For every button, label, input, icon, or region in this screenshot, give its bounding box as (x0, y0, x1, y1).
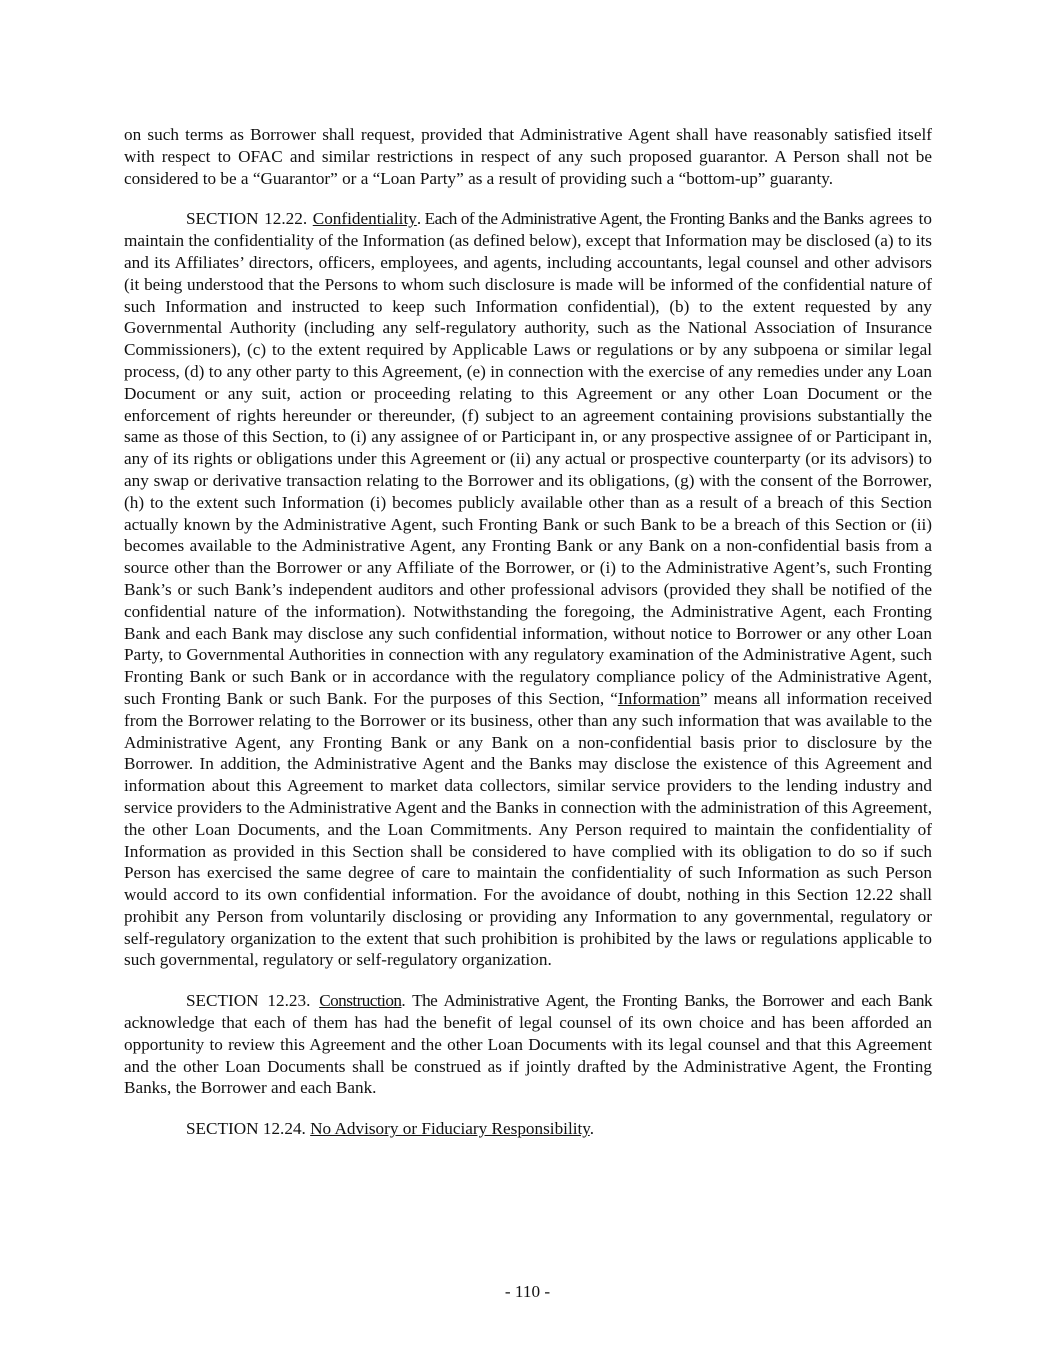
paragraph-guaranty-continuation: on such terms as Borrower shall request, provided that Administrative Agent shall have reasonably satisfied itself with respect to OFAC and similar restrictions in respect of any such proposed guarantor. A Person shall not be considered to be a “Guarantor” or a “Loan Party” as a result of providing such a “bottom-up” guaranty. (124, 125, 932, 188)
section-12-23-title: Construction (319, 991, 402, 1011)
section-12-22-text-a: agrees to maintain the confidentiality of the Information (as defined below), except that Information may be disclosed (a) to its and its Affiliates’ directors, officers, employees, and agents, including accountants, legal counsel and other advisors (it being understood that the Persons to whom such disclosure is made will be informed of the confidential nature of such Information and instructed to keep such Information confidential), (b) to the extent requested by any Governmental Authority (including any self-regulatory authority, such as the National Association of Insurance Commissioners), (c) to the extent required by Applicable Laws or regulations or by any subpoena or similar legal process, (d) to any other party to this Agreement, (e) in connection with the exercise of any remedies under any Loan Document or any suit, action or proceeding relating to this Agreement or any other Loan Document or the enforcement of rights hereunder or thereunder, (f) subject to an agreement containing provisions substantially the same as those of this Section, to (i) any assignee of or Participant in, or any prospective assignee of or Participant in, any of its rights or obligations under this Agreement or (ii) any actual or prospective counterparty (or its advisors) to any swap or derivative transaction relating to the Borrower and its obligations, (g) with the consent of the Borrower, (h) to the extent such Information (i) becomes publicly available other than as a result of a breach of this Section actually known by the Administrative Agent, such Fronting Bank or such Bank to be a breach of this Section or (ii) becomes available to the Administrative Agent, any Fronting Bank or any Bank on a non-confidential basis from a source other than the Borrower or any Affiliate of the Borrower, or (i) to the Administrative Agent’s, such Fronting Bank’s or such Bank’s independent auditors and other professional advisors (provided they shall be notified of the confidential nature of the information). Notwithstanding the foregoing, the Administrative Agent, each Fronting Bank and each Bank may disclose any such confidential information, without notice to Borrower or any other Loan Party, to Governmental Authorities in connection with any regulatory examination of the Administrative Agent, such Fronting Bank or such Bank or in accordance with the regulatory compliance policy of the Administrative Agent, such Fronting Bank or such Bank. For the purposes of this Section, “ (124, 209, 932, 708)
section-12-22-title: Confidentiality (312, 209, 417, 229)
section-12-23-construction (124, 990, 932, 1099)
page-number: - 110 - (504, 1282, 551, 1301)
section-12-22-lead: . Each of the Administrative Agent, the Fronting Banks and the Banks (416, 209, 864, 229)
section-12-23-text: acknowledge that each of them has had the benefit of legal counsel of its own choice and has been afforded an opportunity to review this Agreement and the other Loan Documents with its legal counsel and that this Agreement and the other Loan Documents shall be construed as if jointly drafted by the Administrative Agent, the Fronting Banks, the Borrower and each Bank. (124, 1013, 932, 1098)
document-page (124, 124, 932, 1140)
defined-term-information: Information (617, 688, 700, 708)
section-12-22-text-b: ” means all information received from the Borrower relating to the Borrower or its business, other than any such information that was available to the Administrative Agent, any Fronting Bank or any Bank on a non-confidential basis prior to disclosure by the Borrower. In addition, the Administrative Agent and the Banks may disclose the existence of this Agreement and information about this Agreement to market data collectors, similar service providers to the lending industry and service providers to the Administrative Agent and the Banks in connection with the administration of this Agreement, the other Loan Documents, and the Loan Commitments. Any Person required to maintain the confidentiality of Information as provided in this Section shall be considered to have complied with its obligation to do so if such Person has exercised the same degree of care to maintain the confidentiality of such Information as such Person would accord to its own confidential information. For the avoidance of doubt, nothing in this Section 12.22 shall prohibit any Person from voluntarily disclosing or providing any Information to any governmental, regulatory or self-regulatory organization to the extent that such prohibition is prohibited by the laws or regulations applicable to such governmental, regulatory or self-regulatory organization. (124, 688, 932, 970)
section-12-22-heading: SECTION 12.22. (186, 209, 313, 229)
section-12-24-heading: SECTION 12.24. (186, 1119, 311, 1139)
section-12-24-title: No Advisory or Fiduciary Responsibility (310, 1119, 590, 1139)
section-12-24-advisory (124, 1118, 932, 1140)
section-12-23-lead: . The Administrative Agent, the Fronting Banks, the Borrower and each Bank (401, 991, 932, 1011)
section-12-22-confidentiality (124, 208, 932, 971)
section-12-24-end: . (589, 1119, 595, 1139)
section-12-23-heading: SECTION 12.23. (186, 991, 320, 1011)
